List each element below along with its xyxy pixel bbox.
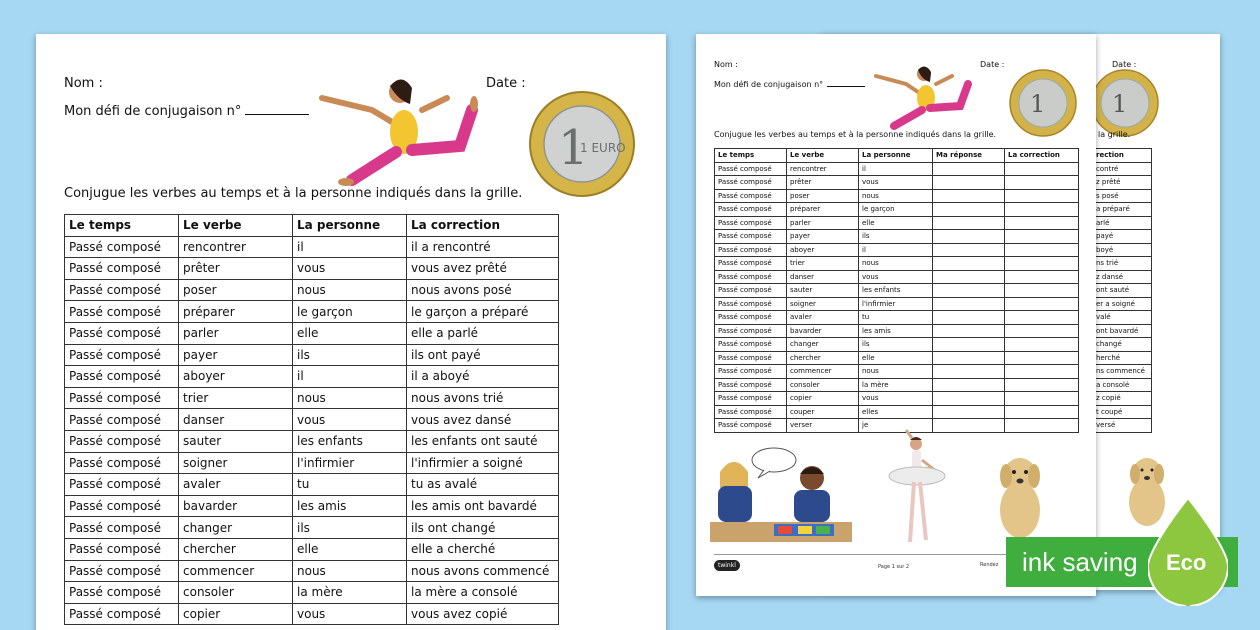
column-header: Ma réponse [933, 149, 1005, 163]
table-cell: Passé composé [65, 301, 179, 323]
table-cell: copier [179, 603, 293, 625]
table-cell [1005, 189, 1079, 203]
table-cell: il [293, 236, 407, 258]
table-row [1093, 365, 1152, 379]
table-cell: les enfants [859, 284, 933, 298]
table-cell: couper [787, 405, 859, 419]
table-cell: le garçon [859, 203, 933, 217]
table-cell: trier [787, 257, 859, 271]
table-cell: bavarder [787, 324, 859, 338]
table-row [65, 387, 559, 409]
table-row [715, 203, 1079, 217]
table-cell: payer [787, 230, 859, 244]
table-cell: tu [859, 311, 933, 325]
table-cell: vous [293, 603, 407, 625]
ballerina-illustration [886, 430, 950, 548]
table-cell: ns commencé [1093, 365, 1152, 379]
table-cell: commencer [179, 560, 293, 582]
table-cell: changer [179, 517, 293, 539]
table-cell [933, 378, 1005, 392]
page-number: Page 1 sur 2 [878, 564, 910, 570]
table-cell: Passé composé [715, 392, 787, 406]
table-cell [933, 257, 1005, 271]
table-cell: prêter [787, 176, 859, 190]
table-row [715, 284, 1079, 298]
table-cell: Passé composé [65, 538, 179, 560]
table-cell: elle [859, 351, 933, 365]
table-cell: elle a cherché [407, 538, 559, 560]
table-cell: rencontrer [787, 162, 859, 176]
table-row [65, 344, 559, 366]
table-cell [1005, 176, 1079, 190]
table-cell: Passé composé [715, 378, 787, 392]
table-cell: herché [1093, 351, 1152, 365]
nom-label: Nom : [714, 60, 738, 69]
table-cell: a préparé [1093, 203, 1152, 217]
table-cell [1005, 338, 1079, 352]
table-cell [1005, 419, 1079, 433]
table-row [65, 603, 559, 625]
table-row [1093, 203, 1152, 217]
table-cell: Passé composé [715, 257, 787, 271]
column-header: Le temps [65, 215, 179, 237]
table-cell: elle a parlé [407, 322, 559, 344]
table-cell: Passé composé [715, 284, 787, 298]
table-row [65, 322, 559, 344]
table-row [715, 176, 1079, 190]
table-cell: vous [859, 270, 933, 284]
eco-leaf-icon [1148, 496, 1228, 606]
table-cell [933, 351, 1005, 365]
table-row [1093, 230, 1152, 244]
table-cell: changé [1093, 338, 1152, 352]
table-cell: z copié [1093, 392, 1152, 406]
table-cell: nous avons posé [407, 279, 559, 301]
table-cell: préparer [179, 301, 293, 323]
table-cell: Passé composé [715, 419, 787, 433]
table-cell: versé [1093, 419, 1152, 433]
table-cell: Passé composé [65, 603, 179, 625]
table-cell: nous avons trié [407, 387, 559, 409]
table-cell: parler [179, 322, 293, 344]
table-cell: danser [179, 409, 293, 431]
table-cell: elles [859, 405, 933, 419]
column-header: rection [1093, 149, 1152, 163]
table-cell: le garçon a préparé [407, 301, 559, 323]
table-cell [933, 284, 1005, 298]
table-row [1093, 284, 1152, 298]
column-header: La correction [407, 215, 559, 237]
table-cell: il [293, 366, 407, 388]
instruction-text: Conjugue les verbes au temps et à la personne indiqués dans la grille. [714, 130, 997, 139]
table-row [715, 338, 1079, 352]
table-cell [933, 189, 1005, 203]
table-cell: ils [859, 230, 933, 244]
table-cell: il a aboyé [407, 366, 559, 388]
table-cell: valé [1093, 311, 1152, 325]
table-cell: ont sauté [1093, 284, 1152, 298]
table-cell: il [859, 162, 933, 176]
table-cell: nous [859, 365, 933, 379]
table-row [1093, 351, 1152, 365]
table-cell: Passé composé [715, 324, 787, 338]
table-cell [1005, 324, 1079, 338]
table-cell: vous [859, 392, 933, 406]
table-row [65, 366, 559, 388]
table-cell: Passé composé [715, 297, 787, 311]
table-cell [1005, 284, 1079, 298]
table-row [715, 378, 1079, 392]
table-cell [933, 405, 1005, 419]
table-cell: les enfants ont sauté [407, 430, 559, 452]
table-cell: vous [293, 258, 407, 280]
table-row [1093, 378, 1152, 392]
table-cell [933, 365, 1005, 379]
euro-coin-image [1008, 68, 1078, 138]
table-cell: nous [293, 560, 407, 582]
conjugation-table [64, 214, 559, 625]
table-cell: consoler [787, 378, 859, 392]
table-cell [1005, 230, 1079, 244]
date-label: Date : [486, 76, 526, 91]
table-cell: payé [1093, 230, 1152, 244]
table-cell [933, 243, 1005, 257]
table-cell: commencer [787, 365, 859, 379]
table-cell: elle [859, 216, 933, 230]
table-cell [933, 203, 1005, 217]
table-cell: Passé composé [65, 560, 179, 582]
table-cell: vous [293, 409, 407, 431]
table-cell: a consolé [1093, 378, 1152, 392]
table-cell [933, 176, 1005, 190]
table-cell: ils ont changé [407, 517, 559, 539]
table-cell: Passé composé [65, 474, 179, 496]
table-cell: nous [293, 387, 407, 409]
table-cell: z dansé [1093, 270, 1152, 284]
table-cell: Passé composé [65, 322, 179, 344]
table-cell: vous [859, 176, 933, 190]
table-cell: les amis ont bavardé [407, 495, 559, 517]
table-cell: changer [787, 338, 859, 352]
table-cell: payer [179, 344, 293, 366]
coin-label: 1 EURO [580, 141, 626, 155]
table-cell: rencontrer [179, 236, 293, 258]
defi-label: Mon défi de conjugaison n° [64, 104, 309, 119]
table-cell: verser [787, 419, 859, 433]
eco-label: Eco [1166, 550, 1207, 575]
table-cell: aboyer [179, 366, 293, 388]
svg-text:1: 1 [558, 120, 589, 176]
table-cell: aboyer [787, 243, 859, 257]
table-cell: nous [859, 257, 933, 271]
table-cell: Passé composé [715, 162, 787, 176]
table-cell: les amis [293, 495, 407, 517]
table-cell: tu [293, 474, 407, 496]
table-cell: Passé composé [715, 176, 787, 190]
table-cell: avaler [179, 474, 293, 496]
table-cell: nous [293, 279, 407, 301]
table-row [65, 474, 559, 496]
table-cell: Passé composé [65, 344, 179, 366]
table-cell: Passé composé [715, 203, 787, 217]
table-cell: soigner [179, 452, 293, 474]
table-cell [1005, 378, 1079, 392]
table-cell [933, 216, 1005, 230]
table-row [715, 230, 1079, 244]
table-row [1093, 338, 1152, 352]
column-header: Le verbe [179, 215, 293, 237]
table-cell: Passé composé [65, 517, 179, 539]
table-row [1093, 149, 1152, 163]
table-cell: Passé composé [715, 189, 787, 203]
twinkl-logo: twinkl [714, 560, 740, 571]
table-row [1093, 257, 1152, 271]
table-cell: s posé [1093, 189, 1152, 203]
table-cell: copier [787, 392, 859, 406]
table-cell: ont bavardé [1093, 324, 1152, 338]
table-cell: poser [179, 279, 293, 301]
table-cell [1005, 405, 1079, 419]
table-cell: il [859, 243, 933, 257]
table-row [715, 351, 1079, 365]
table-row [65, 236, 559, 258]
table-cell: Passé composé [65, 236, 179, 258]
date-label: Date : [1112, 60, 1137, 69]
table-cell: Passé composé [65, 495, 179, 517]
table-cell: er a soigné [1093, 297, 1152, 311]
table-cell: trier [179, 387, 293, 409]
table-row [715, 324, 1079, 338]
table-row [1093, 176, 1152, 190]
defi-label: Mon défi de conjugaison n° [714, 80, 865, 89]
table-cell [933, 162, 1005, 176]
table-cell [933, 297, 1005, 311]
table-row [65, 301, 559, 323]
table-row [715, 365, 1079, 379]
table-cell: la mère [859, 378, 933, 392]
table-row [1093, 405, 1152, 419]
table-cell [1005, 203, 1079, 217]
euro-coin-image [1090, 68, 1160, 138]
table-cell: danser [787, 270, 859, 284]
table-cell: bavarder [179, 495, 293, 517]
table-cell: l'infirmier [293, 452, 407, 474]
column-header: Le temps [715, 149, 787, 163]
table-cell: Passé composé [715, 351, 787, 365]
table-row [1093, 297, 1152, 311]
table-cell: les amis [859, 324, 933, 338]
table-cell [1005, 270, 1079, 284]
svg-text:1: 1 [1112, 90, 1128, 118]
table-cell: la mère a consolé [407, 582, 559, 604]
table-cell: elle [293, 322, 407, 344]
table-cell: Passé composé [715, 243, 787, 257]
nom-label: Nom : [64, 76, 103, 91]
instruction-text: Conjugue les verbes au temps et à la personne indiqués dans la grille. [64, 186, 523, 201]
table-row [715, 189, 1079, 203]
table-cell: elle [293, 538, 407, 560]
table-cell [933, 311, 1005, 325]
table-cell: parler [787, 216, 859, 230]
table-row [65, 258, 559, 280]
table-cell [1005, 243, 1079, 257]
table-row [65, 582, 559, 604]
table-cell: consoler [179, 582, 293, 604]
table-cell: Passé composé [65, 582, 179, 604]
table-row [715, 243, 1079, 257]
conjugation-table [714, 148, 1079, 433]
table-cell: préparer [787, 203, 859, 217]
ink-saving-label: ink saving [1022, 547, 1138, 577]
column-header: La personne [293, 215, 407, 237]
table-cell: Passé composé [65, 258, 179, 280]
table-row [715, 392, 1079, 406]
table-cell: soigner [787, 297, 859, 311]
table-cell: je [859, 419, 933, 433]
table-row [65, 560, 559, 582]
date-label: Date : [980, 60, 1005, 69]
table-row [65, 452, 559, 474]
table-cell: avaler [787, 311, 859, 325]
footer-text: Rendez [980, 562, 999, 568]
table-cell: Passé composé [65, 452, 179, 474]
table-cell [1005, 216, 1079, 230]
table-cell: Passé composé [715, 270, 787, 284]
table-row [65, 430, 559, 452]
table-cell: chercher [787, 351, 859, 365]
table-cell: vous avez copié [407, 603, 559, 625]
preview-sheet [696, 34, 1096, 596]
table-cell: nous avons commencé [407, 560, 559, 582]
table-cell: Passé composé [715, 338, 787, 352]
table-cell: les enfants [293, 430, 407, 452]
table-cell: z prêté [1093, 176, 1152, 190]
column-header: Le verbe [787, 149, 859, 163]
table-row [65, 279, 559, 301]
table-row [715, 311, 1079, 325]
table-row [1093, 311, 1152, 325]
table-cell: Passé composé [65, 366, 179, 388]
table-row [1093, 216, 1152, 230]
table-cell [933, 324, 1005, 338]
table-cell [1005, 297, 1079, 311]
table-row [715, 257, 1079, 271]
table-cell: Passé composé [65, 279, 179, 301]
table-cell: Passé composé [715, 311, 787, 325]
table-cell: le garçon [293, 301, 407, 323]
table-cell: Passé composé [65, 387, 179, 409]
table-row [715, 297, 1079, 311]
table-cell: la mère [293, 582, 407, 604]
table-cell [933, 338, 1005, 352]
table-cell: Passé composé [715, 365, 787, 379]
table-cell: t coupé [1093, 405, 1152, 419]
table-row [1093, 270, 1152, 284]
table-row [1093, 189, 1152, 203]
table-cell: prêter [179, 258, 293, 280]
table-cell [1005, 257, 1079, 271]
table-cell: Passé composé [65, 409, 179, 431]
svg-text:1: 1 [1030, 90, 1046, 118]
table-cell: sauter [179, 430, 293, 452]
table-cell: tu as avalé [407, 474, 559, 496]
corrections-table-partial [1092, 148, 1152, 433]
table-cell [1005, 162, 1079, 176]
table-cell: il a rencontré [407, 236, 559, 258]
gymnast-illustration [872, 62, 972, 126]
table-cell: chercher [179, 538, 293, 560]
table-cell: nous [859, 189, 933, 203]
gymnast-illustration [312, 70, 476, 180]
students-illustration [708, 448, 856, 544]
table-cell [933, 270, 1005, 284]
euro-coin-image [528, 90, 636, 198]
table-cell [933, 392, 1005, 406]
column-header: La personne [859, 149, 933, 163]
table-row [65, 538, 559, 560]
table-cell: Passé composé [65, 430, 179, 452]
dog-illustration [992, 450, 1048, 542]
table-cell: Passé composé [715, 216, 787, 230]
table-row [715, 162, 1079, 176]
table-cell: ns trié [1093, 257, 1152, 271]
table-cell: arlé [1093, 216, 1152, 230]
table-cell: l'infirmier [859, 297, 933, 311]
table-row [715, 270, 1079, 284]
table-cell [933, 230, 1005, 244]
table-cell: vous avez prêté [407, 258, 559, 280]
worksheet-page [36, 34, 666, 630]
table-cell: poser [787, 189, 859, 203]
column-header: La correction [1005, 149, 1079, 163]
table-cell [1005, 311, 1079, 325]
table-cell: contré [1093, 162, 1152, 176]
table-row [715, 405, 1079, 419]
table-row [65, 495, 559, 517]
table-cell: l'infirmier a soigné [407, 452, 559, 474]
table-row [1093, 243, 1152, 257]
table-row [1093, 162, 1152, 176]
table-cell: sauter [787, 284, 859, 298]
table-cell: ils [859, 338, 933, 352]
table-row [1093, 392, 1152, 406]
table-row [1093, 324, 1152, 338]
table-cell: Passé composé [715, 230, 787, 244]
table-cell: ils ont payé [407, 344, 559, 366]
table-cell [1005, 365, 1079, 379]
instruction-tail: la grille. [1098, 130, 1131, 139]
table-cell: Passé composé [715, 405, 787, 419]
table-row [65, 409, 559, 431]
table-cell [1005, 351, 1079, 365]
table-row [65, 517, 559, 539]
table-cell: ils [293, 344, 407, 366]
table-cell [1005, 392, 1079, 406]
table-row [715, 216, 1079, 230]
table-cell: vous avez dansé [407, 409, 559, 431]
table-cell: ils [293, 517, 407, 539]
table-cell: boyé [1093, 243, 1152, 257]
table-row [1093, 419, 1152, 433]
